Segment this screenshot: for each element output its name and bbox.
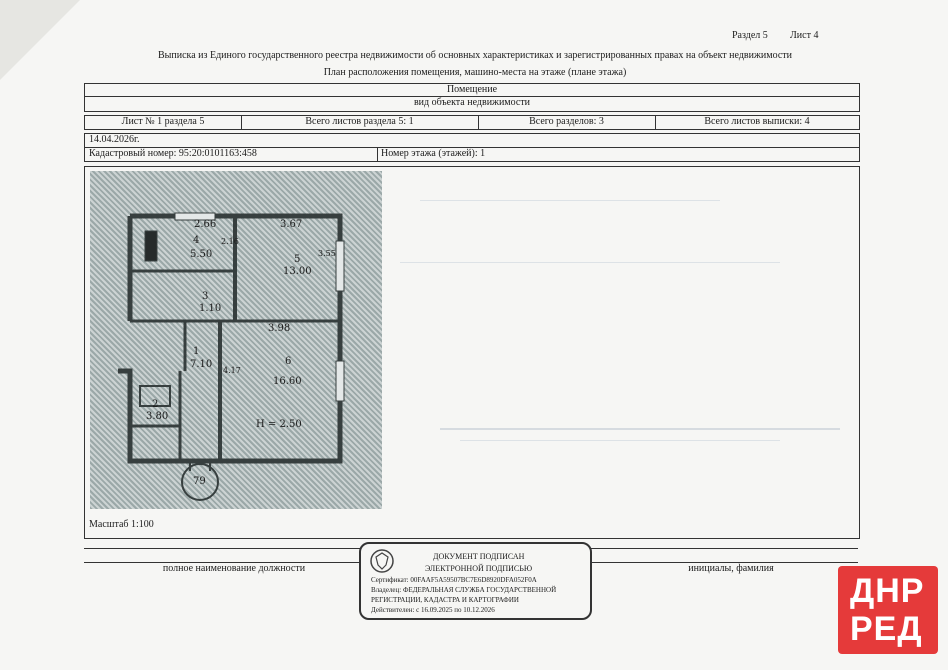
logo-line1: ДНР xyxy=(850,572,925,610)
position-label: полное наименование должности xyxy=(162,563,306,574)
electronic-signature-stamp xyxy=(359,542,592,620)
sheets-info-row xyxy=(84,115,860,130)
room3-area: 1.10 xyxy=(199,303,222,314)
object-type-table xyxy=(84,83,860,112)
page-fold-corner xyxy=(0,0,80,80)
stamp-validity: Действителен: с 16.09.2025 по 10.12.2026 xyxy=(371,606,495,614)
room1-area: 7.10 xyxy=(190,359,213,370)
emblem-icon xyxy=(369,548,395,574)
entry-number: 79 xyxy=(193,476,206,487)
room6-number: 6 xyxy=(285,356,292,367)
room6-dimension: 3.98 xyxy=(268,323,291,334)
object-kind-label: вид объекта недвижимости xyxy=(413,97,531,108)
room5-number: 5 xyxy=(294,254,301,265)
room6-area: 16.60 xyxy=(273,376,302,387)
sheet-number: Лист 4 xyxy=(790,30,819,41)
dnr-red-logo xyxy=(838,566,938,654)
room3-number: 3 xyxy=(202,291,209,302)
room5-side-dimension: 3.55 xyxy=(318,249,336,258)
room2-area: 3.80 xyxy=(146,411,169,422)
floor-number: Номер этажа (этажей): 1 xyxy=(381,148,486,159)
total-sheets-section: Всего листов раздела 5: 1 xyxy=(305,116,414,127)
room1-number: 1 xyxy=(193,346,200,357)
stamp-line1: ДОКУМЕНТ ПОДПИСАН xyxy=(433,552,525,561)
room5-area: 13.00 xyxy=(283,266,312,277)
room4-dimension: 2.66 xyxy=(194,219,217,230)
room2-number: 2 xyxy=(152,399,159,410)
document-subtitle: План расположения помещения, машино-места на этаже (плане этажа) xyxy=(323,67,627,78)
document-title: Выписка из Единого государственного реестра недвижимости об основных характеристиках и зарегистрированных правах на объект недвижимости xyxy=(157,50,792,61)
object-name: Помещение xyxy=(446,84,498,95)
room4-area: 5.50 xyxy=(190,249,213,260)
section-number: Раздел 5 xyxy=(732,30,768,41)
cadastral-number: Кадастровый номер: 95:20:0101163:458 xyxy=(89,148,257,159)
stamp-line2: ЭЛЕКТРОННОЙ ПОДПИСЬЮ xyxy=(425,564,533,573)
stamp-owner-line1: Владелец: ФЕДЕРАЛЬНАЯ СЛУЖБА ГОСУДАРСТВЕННОЙ xyxy=(371,586,557,594)
total-sections: Всего разделов: 3 xyxy=(529,116,604,127)
extract-date: 14.04.2026г. xyxy=(89,134,140,145)
total-sheets-extract: Всего листов выписки: 4 xyxy=(704,116,810,127)
room4-side-dimension: 2.16 xyxy=(221,237,239,246)
floor-plan-image xyxy=(90,171,382,509)
scale-label: Масштаб 1:100 xyxy=(89,519,154,530)
initials-label: инициалы, фамилия xyxy=(688,563,774,574)
stamp-owner-line2: РЕГИСТРАЦИИ, КАДАСТРА И КАРТОГРАФИИ xyxy=(371,596,519,604)
logo-line2: РЕД xyxy=(850,610,923,648)
cadastral-info-table xyxy=(84,133,860,162)
sheet-no: Лист № 1 раздела 5 xyxy=(121,116,205,127)
room5-dimension: 3.67 xyxy=(280,219,303,230)
stamp-certificate: Сертификат: 00FAAF5A59507BC7E6D8920DFA052F0A xyxy=(371,576,537,584)
ceiling-height: H = 2.50 xyxy=(256,419,302,430)
room4-number: 4 xyxy=(193,235,200,246)
room1-side-dimension: 4.17 xyxy=(223,366,241,375)
